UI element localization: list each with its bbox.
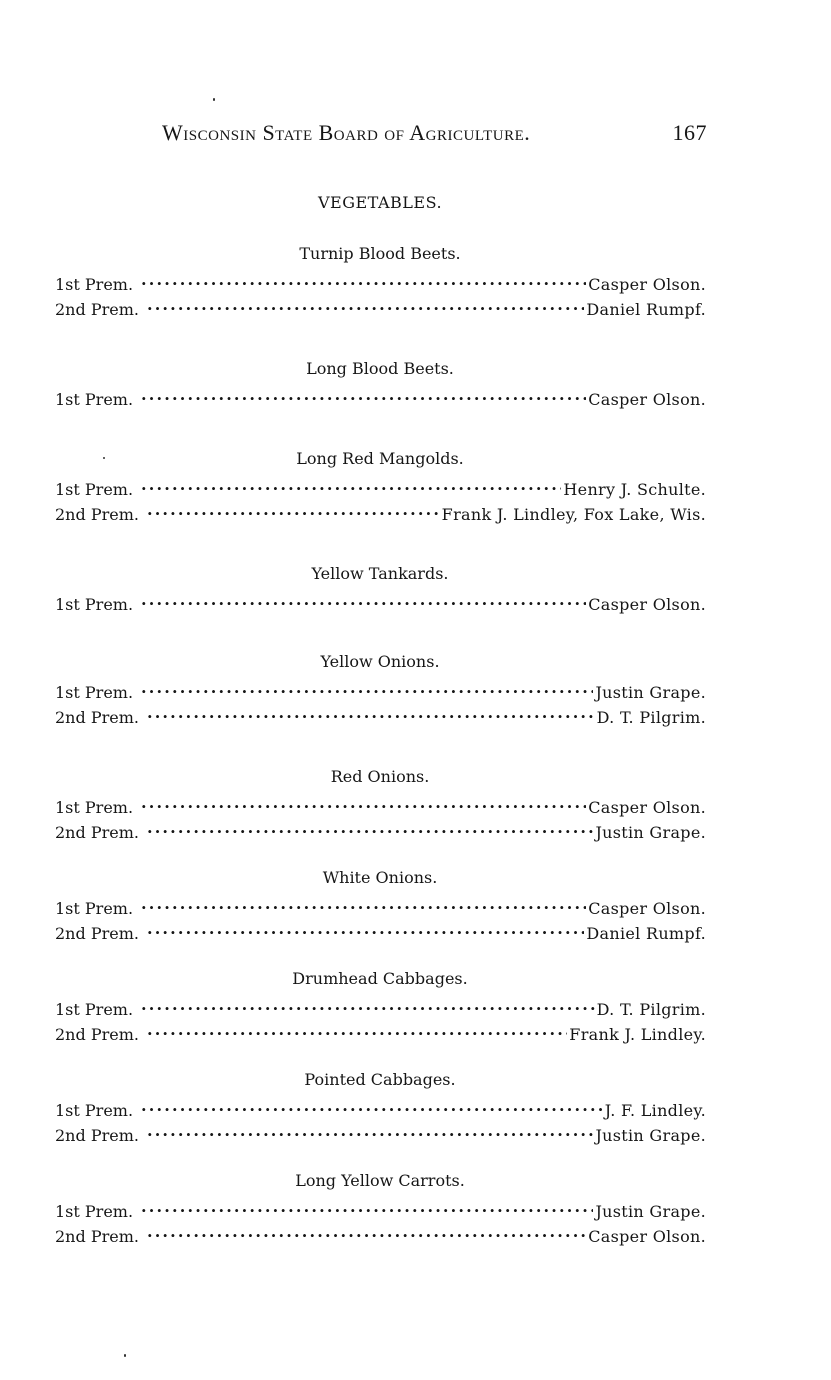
premium-entry xyxy=(55,385,706,407)
winner-name: Frank J. Lindley, Fox Lake, Wis. xyxy=(441,505,706,524)
premium-entry xyxy=(55,1197,706,1219)
premium-rank: 1st Prem. xyxy=(55,390,134,409)
dot-leader xyxy=(147,1121,594,1141)
category-heading: White Onions. xyxy=(322,868,438,887)
premium-rank: 2nd Prem. xyxy=(55,505,139,524)
category-heading: Red Onions. xyxy=(330,767,430,786)
premium-rank: 1st Prem. xyxy=(55,683,134,702)
premium-rank: 1st Prem. xyxy=(55,275,134,294)
premium-entry xyxy=(55,475,706,497)
winner-name: Casper Olson. xyxy=(588,390,706,409)
premium-entry xyxy=(55,995,706,1017)
premium-rank: 2nd Prem. xyxy=(55,708,139,727)
premium-rank: 1st Prem. xyxy=(55,798,134,817)
winner-name: Justin Grape. xyxy=(595,683,706,702)
premium-rank: 2nd Prem. xyxy=(55,823,139,842)
dot-leader xyxy=(141,894,586,914)
dot-leader xyxy=(141,590,586,610)
winner-name: Henry J. Schulte. xyxy=(563,480,706,499)
premium-entry xyxy=(55,678,706,700)
running-title: Wisconsin State Board of Agriculture. xyxy=(162,120,531,145)
dot-leader xyxy=(147,500,440,520)
premium-rank: 2nd Prem. xyxy=(55,924,139,943)
scan-speck xyxy=(103,457,105,459)
category-heading: Yellow Tankards. xyxy=(311,564,449,583)
dot-leader xyxy=(141,270,586,290)
winner-name: J. F. Lindley. xyxy=(604,1101,706,1120)
premium-rank: 1st Prem. xyxy=(55,1000,134,1019)
premium-rank: 2nd Prem. xyxy=(55,1025,139,1044)
dot-leader xyxy=(141,793,586,813)
dot-leader xyxy=(147,818,594,838)
page-number: 167 xyxy=(672,120,707,145)
premium-entry xyxy=(55,919,706,941)
category-heading: Long Red Mangolds. xyxy=(296,449,464,468)
dot-leader xyxy=(147,919,584,939)
category-heading: Long Yellow Carrots. xyxy=(295,1171,465,1190)
premium-entry xyxy=(55,793,706,815)
section-title: VEGETABLES. xyxy=(317,193,443,212)
dot-leader xyxy=(141,475,561,495)
premium-entry xyxy=(55,1121,706,1143)
premium-entry xyxy=(55,295,706,317)
dot-leader xyxy=(147,1222,586,1242)
premium-entry xyxy=(55,1020,706,1042)
dot-leader xyxy=(141,678,593,698)
dot-leader xyxy=(141,995,595,1015)
category-heading: Pointed Cabbages. xyxy=(304,1070,456,1089)
dot-leader xyxy=(141,1096,603,1116)
dot-leader xyxy=(147,703,595,723)
winner-name: Casper Olson. xyxy=(588,798,706,817)
premium-entry xyxy=(55,1096,706,1118)
premium-rank: 2nd Prem. xyxy=(55,1227,139,1246)
scan-speck xyxy=(213,98,215,101)
winner-name: Casper Olson. xyxy=(588,1227,706,1246)
premium-entry xyxy=(55,818,706,840)
winner-name: Justin Grape. xyxy=(595,1126,706,1145)
premium-rank: 1st Prem. xyxy=(55,1101,134,1120)
category-heading: Drumhead Cabbages. xyxy=(292,969,468,988)
dot-leader xyxy=(147,295,584,315)
winner-name: D. T. Pilgrim. xyxy=(596,1000,706,1019)
winner-name: Daniel Rumpf. xyxy=(586,300,706,319)
category-heading: Yellow Onions. xyxy=(320,652,440,671)
premium-rank: 1st Prem. xyxy=(55,595,134,614)
dot-leader xyxy=(147,1020,567,1040)
premium-entry xyxy=(55,590,706,612)
premium-rank: 1st Prem. xyxy=(55,480,134,499)
winner-name: Casper Olson. xyxy=(588,275,706,294)
premium-entry xyxy=(55,703,706,725)
premium-rank: 2nd Prem. xyxy=(55,1126,139,1145)
premium-entry xyxy=(55,270,706,292)
running-head xyxy=(162,120,707,150)
premium-rank: 1st Prem. xyxy=(55,1202,134,1221)
premium-entry xyxy=(55,500,706,522)
dot-leader xyxy=(141,1197,593,1217)
winner-name: Justin Grape. xyxy=(595,823,706,842)
premium-entry xyxy=(55,1222,706,1244)
category-heading: Turnip Blood Beets. xyxy=(299,244,461,263)
category-heading: Long Blood Beets. xyxy=(306,359,454,378)
premium-rank: 2nd Prem. xyxy=(55,300,139,319)
winner-name: Justin Grape. xyxy=(595,1202,706,1221)
winner-name: D. T. Pilgrim. xyxy=(596,708,706,727)
premium-rank: 1st Prem. xyxy=(55,899,134,918)
winner-name: Casper Olson. xyxy=(588,899,706,918)
dot-leader xyxy=(141,385,586,405)
winner-name: Frank J. Lindley. xyxy=(569,1025,706,1044)
scan-speck xyxy=(124,1354,126,1357)
winner-name: Casper Olson. xyxy=(588,595,706,614)
premium-entry xyxy=(55,894,706,916)
winner-name: Daniel Rumpf. xyxy=(586,924,706,943)
